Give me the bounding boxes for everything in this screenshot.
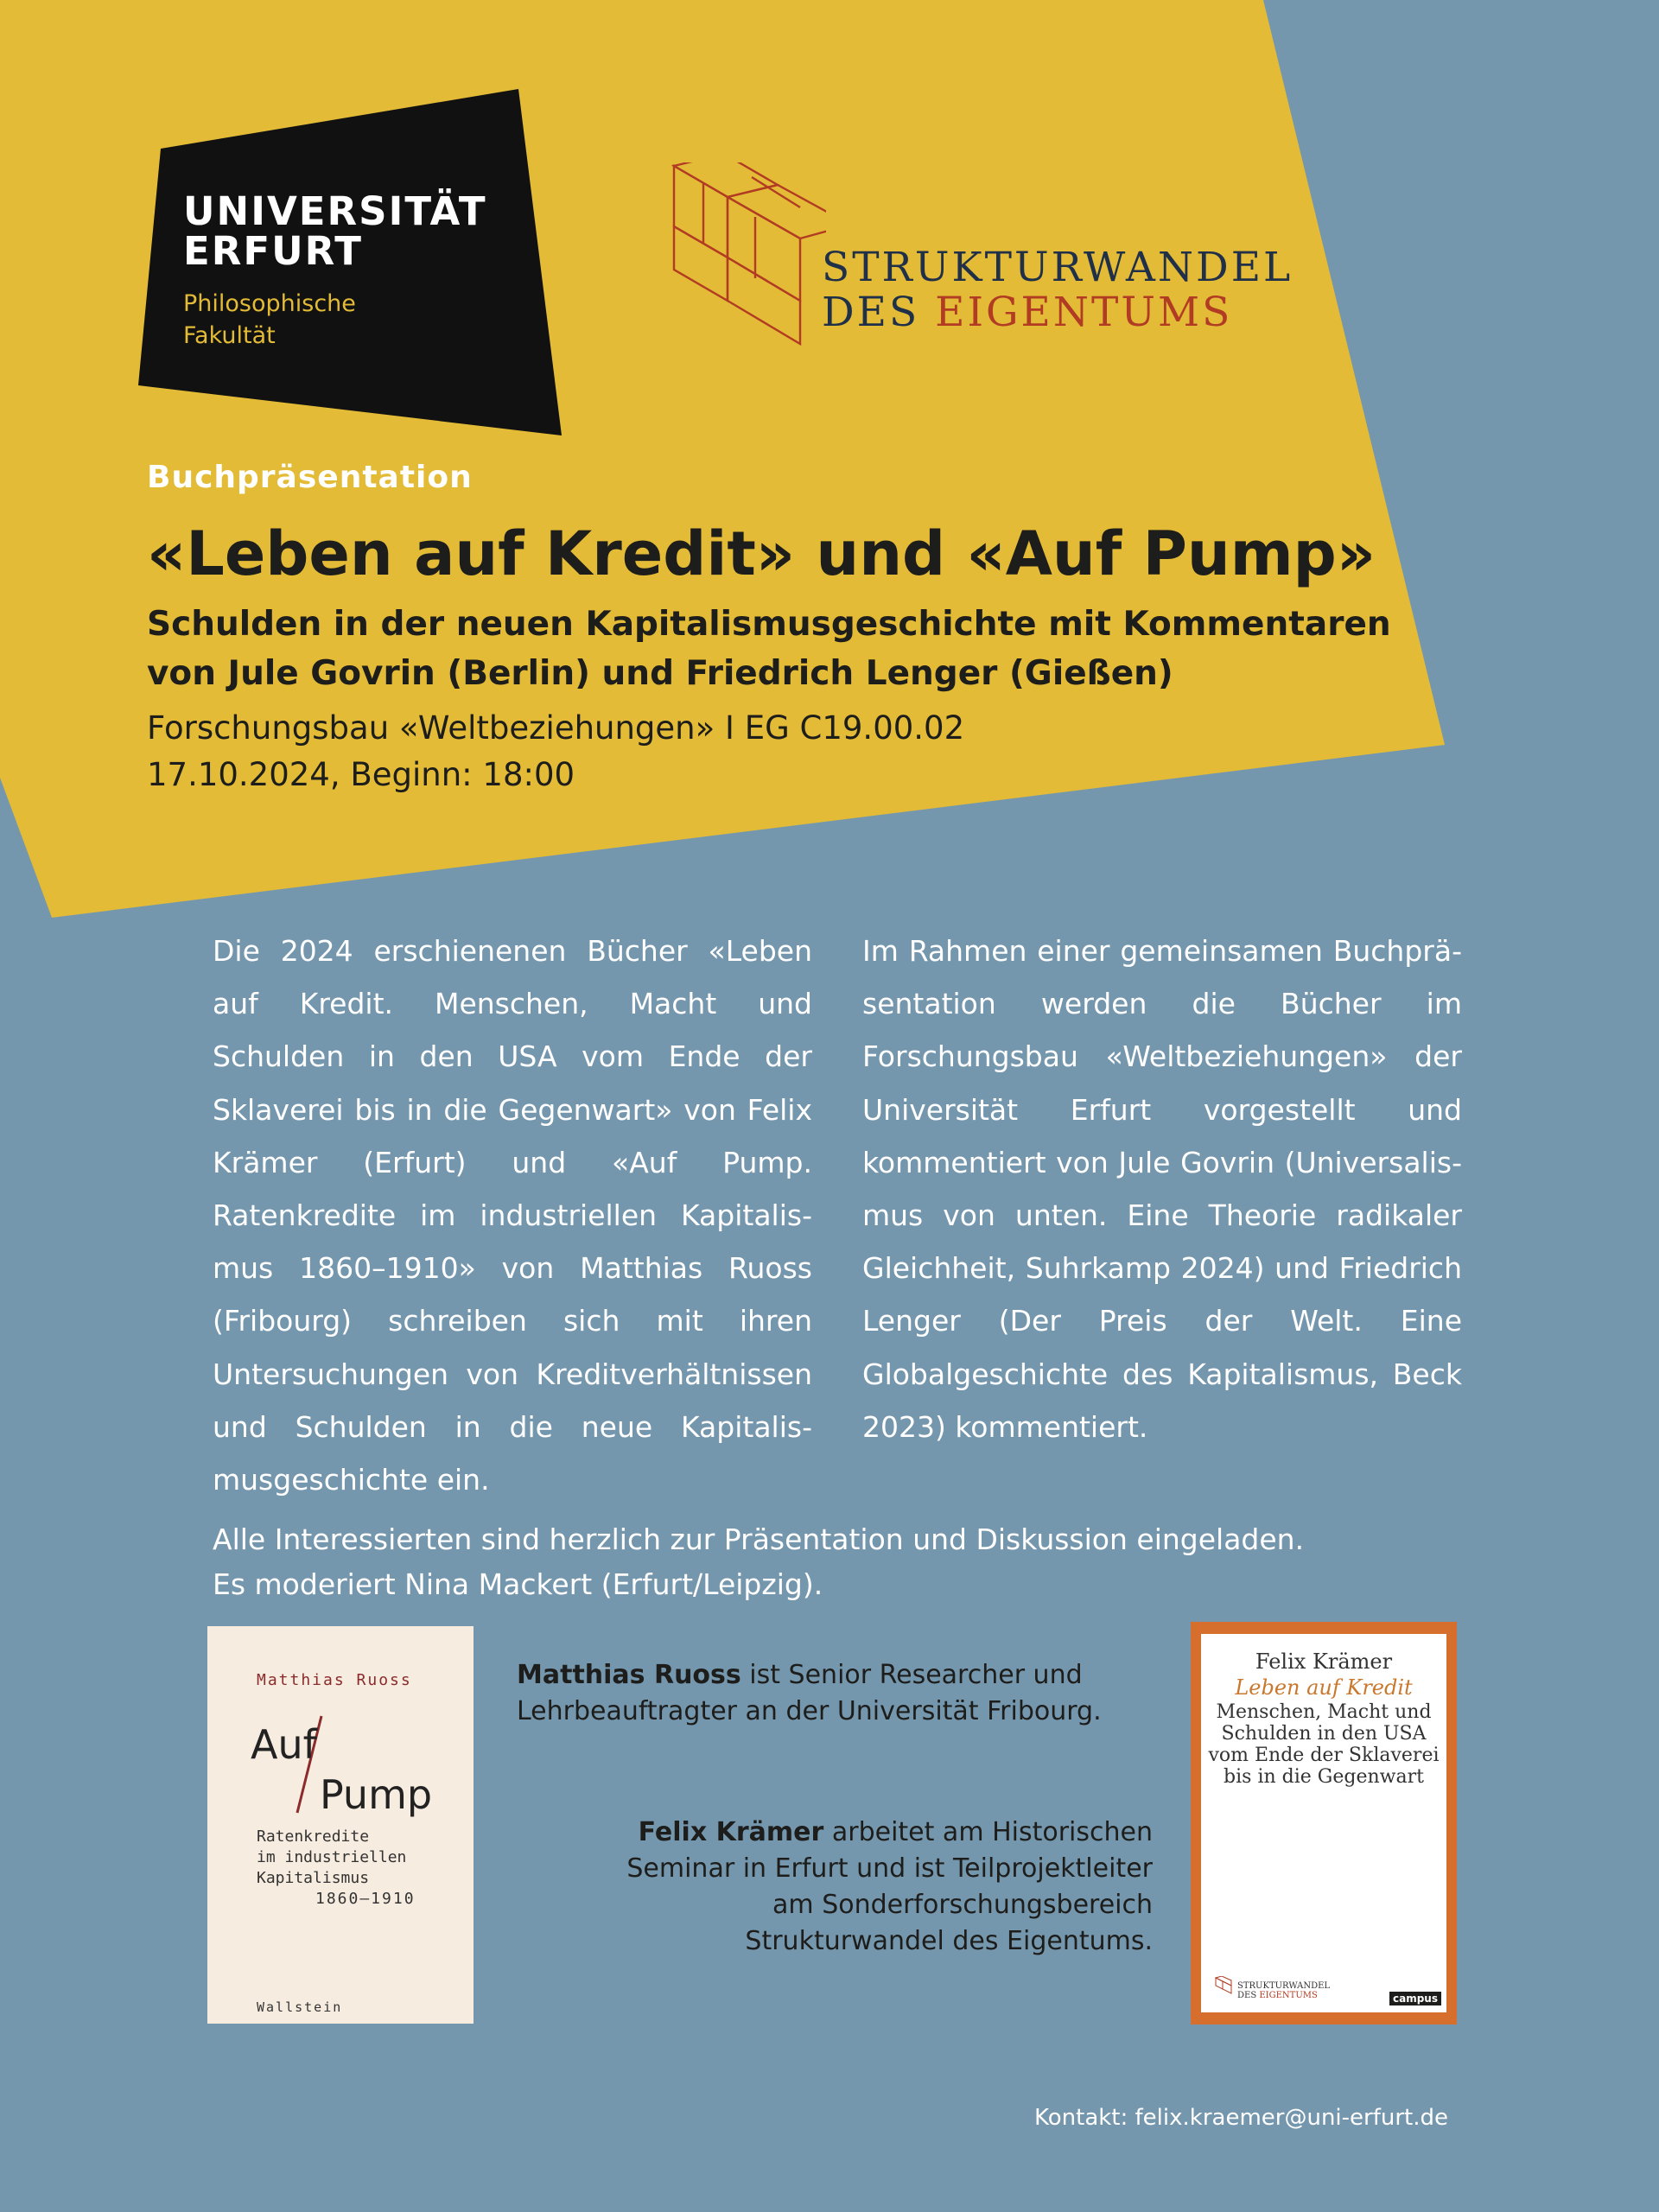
event-subtitle: [147, 600, 1443, 698]
cube-logo-icon: [671, 162, 826, 353]
event-type-label: Buchpräsentation: [147, 460, 473, 495]
university-name-line1: UNIVERSITÄT: [183, 188, 487, 234]
event-datetime: 17.10.2024, Beginn: 18:00: [147, 756, 575, 793]
book-cover-title-part2: Pump: [320, 1771, 433, 1818]
bio-kraemer-name: Felix Krämer: [638, 1817, 824, 1847]
event-venue: Forschungsbau «Weltbeziehungen» I EG C19.00.02: [147, 709, 965, 747]
project-logo: [671, 162, 1293, 353]
bio-ruoss-text-line1: ist Senior Researcher und: [741, 1660, 1083, 1690]
book-cover-author: Matthias Ruoss: [257, 1671, 412, 1689]
book-cover-project-prefix: DES: [1237, 1991, 1260, 2000]
bio-ruoss-text-line2: Lehrbeauftragter an der Universität Fribourg.: [517, 1696, 1102, 1726]
invitation-text: [213, 1517, 1465, 1607]
project-name-prefix: DES: [822, 289, 936, 336]
book-cover-author: Felix Krämer: [1255, 1649, 1393, 1674]
contact-email: Kontakt: felix.kraemer@uni-erfurt.de: [1033, 2105, 1448, 2131]
bio-kraemer-text-line4: Strukturwandel des Eigentums.: [745, 1926, 1153, 1956]
bio-kraemer-text-line3: am Sonderforschungsbereich: [772, 1890, 1153, 1920]
faculty-name-line2: Fakultät: [183, 322, 276, 349]
book-cover-project-accent: EIGENTUMS: [1259, 1991, 1318, 2000]
book-cover-project-line2: [1237, 1991, 1330, 2000]
event-header: [147, 456, 1443, 798]
book-cover-years: 1860–1910: [315, 1890, 416, 1908]
book-cover-inner: [1201, 1634, 1446, 2012]
invitation-line1: Alle Interessierten sind herzlich zur Präsentation und Diskussion eingeladen.: [213, 1522, 1305, 1556]
book-cover-title-part1: Auf: [251, 1721, 317, 1768]
book-cover-publisher: Wallstein: [257, 1999, 343, 2015]
book-cover-publisher: campus: [1389, 1992, 1441, 2005]
project-name-line1: STRUKTURWANDEL: [822, 244, 1294, 291]
bio-ruoss-name: Matthias Ruoss: [517, 1660, 741, 1690]
book-cover-project-line1: STRUKTURWANDEL: [1237, 1981, 1331, 1991]
bio-kraemer-text-line1: arbeitet am Historischen: [823, 1817, 1153, 1847]
body-left-column: Die 2024 erschienenen Bücher «Leben auf Kredit. Menschen, Macht und Schulden in den USA vom Ende der Sklaverei bis in die Gegenwart» von Felix Krämer (Erfurt) und «Auf Pump. Ratenkredite im industriellen Kapitalismus 1860–1910» von Matthias Ruoss (Fribourg) schreiben sich mit ihren Untersuchungen von Kreditverhältnissen und Schulden in die neue Kapitalismusgeschichte ein.: [213, 934, 812, 1497]
university-name-line2: ERFURT: [183, 228, 363, 274]
bio-ruoss: [517, 1657, 1122, 1730]
book-cover-auf-pump: [207, 1626, 474, 2024]
body-right-column: Im Rahmen einer gemeinsamen Buchpräsentation werden die Bücher im Forschungsbau «Weltbeziehungen» der Universität Erfurt vorgestellt und kommentiert von Jule Govrin (Universalismus von unten. Eine Theorie radikaler Gleichheit, Suhrkamp 2024) und Friedrich Lenger (Der Preis der Welt. Eine Globalgeschichte des Kapitalismus, Beck 2023) kommentiert.: [862, 934, 1462, 1444]
faculty-name: [183, 288, 356, 352]
invitation-line2: Es moderiert Nina Mackert (Erfurt/Leipzig).: [213, 1567, 823, 1601]
event-subtitle-line2: von Jule Govrin (Berlin) und Friedrich Lenger (Gießen): [147, 654, 1173, 693]
cube-logo-icon: [1215, 1976, 1234, 1999]
project-name-accent: EIGENTUMS: [935, 289, 1233, 336]
book-cover-project-logo: [1217, 1981, 1330, 2000]
university-name: [183, 188, 487, 274]
bio-kraemer: [536, 1815, 1153, 1960]
event-title: «Leben auf Kredit» und «Auf Pump»: [147, 518, 1376, 589]
project-name-line2: [822, 289, 1232, 336]
book-cover-leben-auf-kredit: [1191, 1622, 1457, 2024]
book-cover-subtitle: Menschen, Macht und Schulden in den USA vom Ende der Sklaverei bis in die Gegenwart: [1208, 1701, 1440, 1788]
bio-kraemer-text-line2: Seminar in Erfurt und ist Teilprojektleiter: [626, 1853, 1153, 1884]
event-location-time: [147, 705, 1443, 798]
book-cover-title: Leben auf Kredit: [1235, 1675, 1413, 1700]
faculty-name-line1: Philosophische: [183, 290, 356, 317]
university-logo: [138, 86, 570, 441]
event-subtitle-line1: Schulden in der neuen Kapitalismusgeschichte mit Kommentaren: [147, 605, 1391, 644]
book-cover-subtitle: Ratenkredite im industriellen Kapitalismus: [257, 1827, 407, 1887]
